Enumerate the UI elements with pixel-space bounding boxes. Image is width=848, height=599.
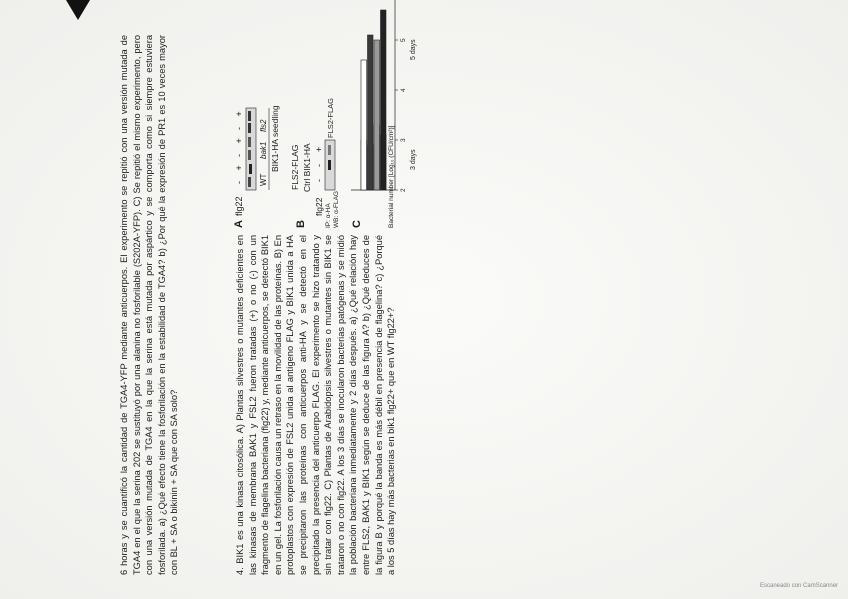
panel-a-sign: + bbox=[234, 165, 244, 171]
panel-b-flg22-label: flg22 bbox=[314, 197, 324, 216]
panel-a-flg22-label: flg22 bbox=[234, 196, 244, 216]
panel-a-signs bbox=[234, 111, 244, 184]
panel-b-signs bbox=[314, 147, 324, 182]
scanner-footer: Escaneado con CamScanner bbox=[760, 583, 839, 589]
panel-a bbox=[233, 105, 280, 228]
panel-a-genotypes bbox=[259, 108, 269, 190]
bar-1-3 bbox=[381, 10, 387, 190]
panel-b-letter: B bbox=[295, 220, 307, 228]
question-4-paragraph bbox=[234, 235, 398, 575]
blot-band bbox=[248, 150, 251, 160]
blot-band bbox=[328, 160, 331, 170]
y-tick-label: 4 bbox=[400, 88, 407, 92]
panel-b-header: FLS2-FLAG bbox=[290, 144, 300, 190]
panel-b-sign: - bbox=[314, 179, 324, 182]
panel-a-caption: BIK1-HA seedling bbox=[270, 105, 280, 172]
panel-a-sign: - bbox=[234, 181, 244, 184]
panel-a-genotype: bak1 bbox=[259, 141, 268, 159]
intro-paragraph bbox=[118, 35, 181, 575]
blot-band bbox=[248, 177, 251, 187]
panel-b-band-label: FLS2-FLAG bbox=[326, 97, 335, 138]
blot-band bbox=[249, 164, 252, 174]
bar-1-0 bbox=[361, 60, 367, 190]
blot-band bbox=[248, 123, 251, 133]
panel-b-subheader: Ctrl BIK1-HA bbox=[302, 143, 312, 192]
panel-b bbox=[290, 98, 340, 228]
panel-a-letter: A bbox=[233, 220, 245, 228]
panel-a-genotype: fls2 bbox=[259, 119, 268, 132]
blot-band bbox=[248, 111, 251, 121]
panel-b-sign: + bbox=[314, 146, 324, 152]
panel-b-wb-label: WB: α-FLAG bbox=[333, 191, 340, 228]
panel-c-letter: C bbox=[351, 220, 363, 228]
category-label: 5 days bbox=[410, 39, 417, 60]
panel-a-sign: + bbox=[234, 111, 244, 117]
panel-a-genotype: WT bbox=[259, 173, 268, 186]
question-4-text: 4. BIK1 es una kinasa citosólica. A) Plantas silvestres o mutantes deficientes en las kinasas de membrana BAK1 y FSL2 fueron tratadas (+) o no (-) con un fragmento de flagelina bacteriana (flg22) y, mediante anticuerpos, se detectó BIK1 en un gel. La fosforilación causa un retraso en la movilidad de las proteínas. B) En protoplastos con expresión de FSL2 unida al antígeno FLAG y BIK1 unida a HA se precipitaron las proteínas con anticuerpos anti-HA y se detectó en el precipitado la presencia del anticuerpo FLAG. El experimento se hizo tratando y sin tratar con flg22. C) Plantas de Arabidopsis silvestres o mutantes sin BIK1 se trataron o no con flg22. A los 3 días se inocularon bacterias patógenas y se midió la población bacteriana inmediatamente y 2 días después. a) ¿Qué relación hay entre FLS2, BAK1 y BIK1 según se deduce de las figura A? b) ¿Qué deduces de la figura B y porqué la banda es más débil en presencia de flagelina? c) ¿Porqué a los 5 días hay más bacterias en bik1 flg22+ que en WT flg22+? bbox=[235, 235, 397, 575]
panel-a-sign: - bbox=[234, 154, 244, 157]
bar-1-2 bbox=[374, 40, 380, 190]
panel-a-sign: + bbox=[234, 138, 244, 144]
bar-1-1 bbox=[368, 35, 374, 190]
intro-text: 6 horas y se cuantificó la cantidad de TGA4-YFP mediante anticuerpos. El experimento se repitió con una versión mutada de TGA4 en el que la serina 202 se sustituyó por una alanina no fosforilable (S202A-YFP). C) Se repitió el mismo experimento, pero con una versión mutada de TGA4 en la que la serina está mutada por aspártico y se comporta como si siempre estuviera fosforilada. a) ¿Qué efecto tiene la fosforilación en la estabilidad de TGA4? b) ¿Por qué la expresión de PR1 es 10 veces mayor con BL + SA o bikinin + SA que con SA solo? bbox=[119, 35, 180, 575]
corner-fold-mark bbox=[66, 0, 90, 20]
figure-panels bbox=[230, 0, 417, 230]
figure-svg bbox=[230, 0, 417, 230]
panel-b-ip-label: IP: α-HA bbox=[325, 203, 332, 228]
y-axis-label: Bacterial number [Log₁₀ (CFU/cm²)] bbox=[388, 125, 395, 228]
y-tick-label: 3 bbox=[400, 138, 407, 142]
panel-b-sign: - bbox=[314, 164, 324, 167]
y-tick-label: 5 bbox=[400, 38, 407, 42]
y-tick-label: 2 bbox=[400, 188, 407, 192]
blot-band bbox=[328, 145, 331, 155]
blot-band bbox=[248, 137, 251, 147]
panel-a-sign: - bbox=[234, 127, 244, 130]
category-label: 3 days bbox=[410, 149, 417, 170]
